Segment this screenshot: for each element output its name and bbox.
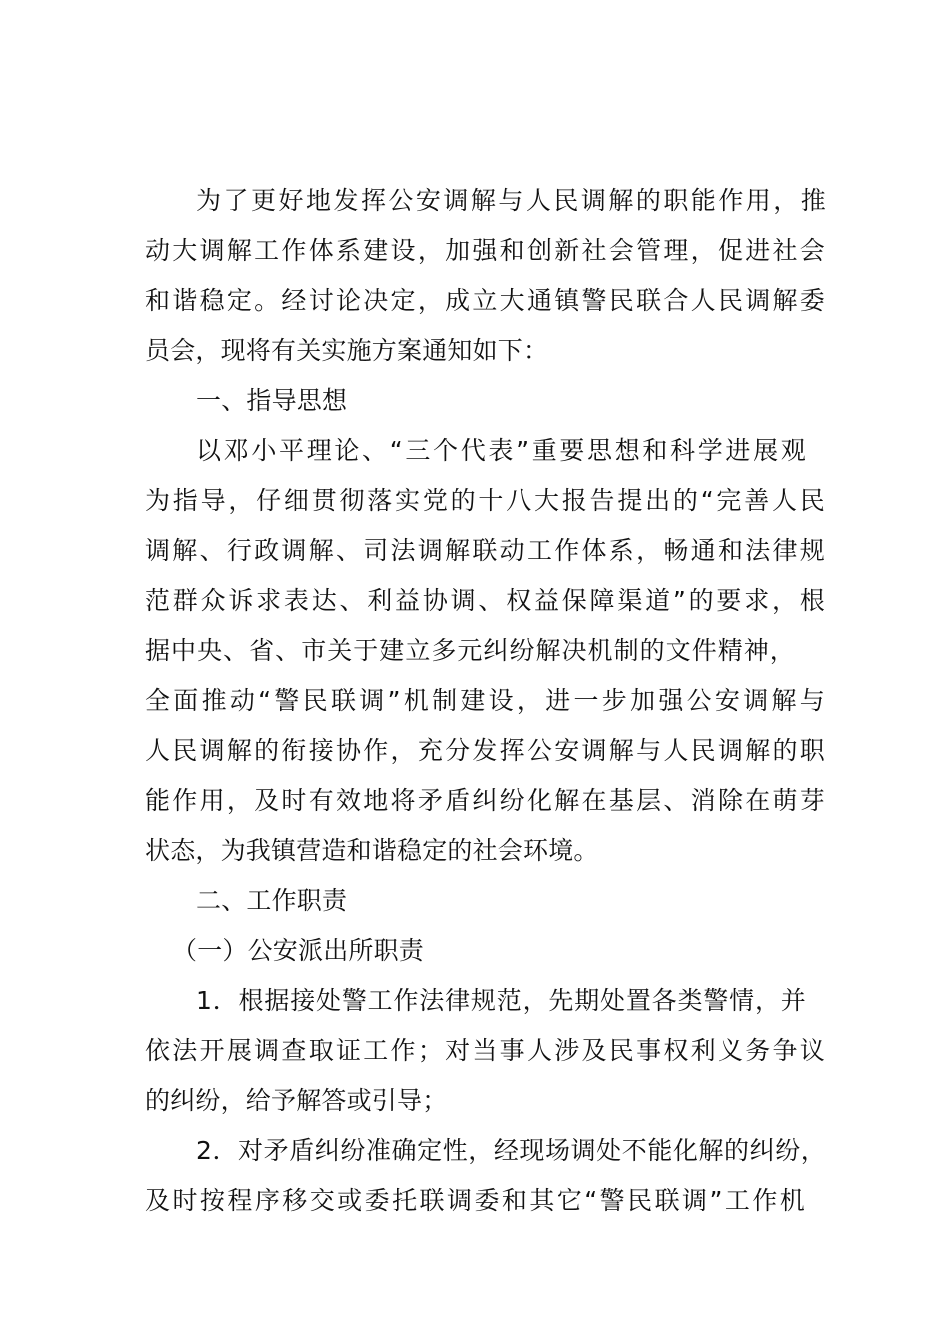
paragraph-line: 1．根据接处警工作法律规范，先期处置各类警情，并 xyxy=(196,986,806,1015)
section-heading: 一、指导思想 xyxy=(196,386,348,415)
paragraph-line: 依法开展调查取证工作；对当事人涉及民事权利义务争议 xyxy=(145,1036,825,1065)
section-heading: 二、工作职责 xyxy=(196,886,348,915)
paragraph-line: 员会，现将有关实施方案通知如下： xyxy=(145,336,549,365)
paragraph-line: 能作用，及时有效地将矛盾纠纷化解在基层、消除在萌芽 xyxy=(145,786,825,815)
paragraph-line: 调解、行政调解、司法调解联动工作体系，畅通和法律规 xyxy=(145,536,825,565)
paragraph-line: 范群众诉求表达、利益协调、权益保障渠道”的要求，根 xyxy=(145,586,825,615)
paragraph-line: 和谐稳定。经讨论决定，成立大通镇警民联合人民调解委 xyxy=(145,286,825,315)
subsection-heading: （一）公安派出所职责 xyxy=(172,936,425,965)
paragraph-line: 为指导，仔细贯彻落实党的十八大报告提出的“完善人民 xyxy=(145,486,825,515)
paragraph-line: 状态，为我镇营造和谐稳定的社会环境。 xyxy=(145,836,599,865)
paragraph-line: 的纠纷，给予解答或引导； xyxy=(145,1086,448,1115)
paragraph-line: 人民调解的衔接协作，充分发挥公安调解与人民调解的职 xyxy=(145,736,825,765)
paragraph-line: 据中央、省、市关于建立多元纠纷解决机制的文件精神， xyxy=(145,636,795,665)
paragraph-line: 及时按程序移交或委托联调委和其它“警民联调”工作机 xyxy=(145,1186,805,1215)
paragraph-line: 2．对矛盾纠纷准确定性，经现场调处不能化解的纠纷， xyxy=(196,1136,826,1165)
paragraph-line: 为了更好地发挥公安调解与人民调解的职能作用，推 xyxy=(196,186,826,215)
paragraph-line: 以邓小平理论、“三个代表”重要思想和科学进展观 xyxy=(196,436,806,465)
paragraph-line: 全面推动“警民联调”机制建设，进一步加强公安调解与 xyxy=(145,686,825,715)
paragraph-line: 动大调解工作体系建设，加强和创新社会管理，促进社会 xyxy=(145,236,825,265)
